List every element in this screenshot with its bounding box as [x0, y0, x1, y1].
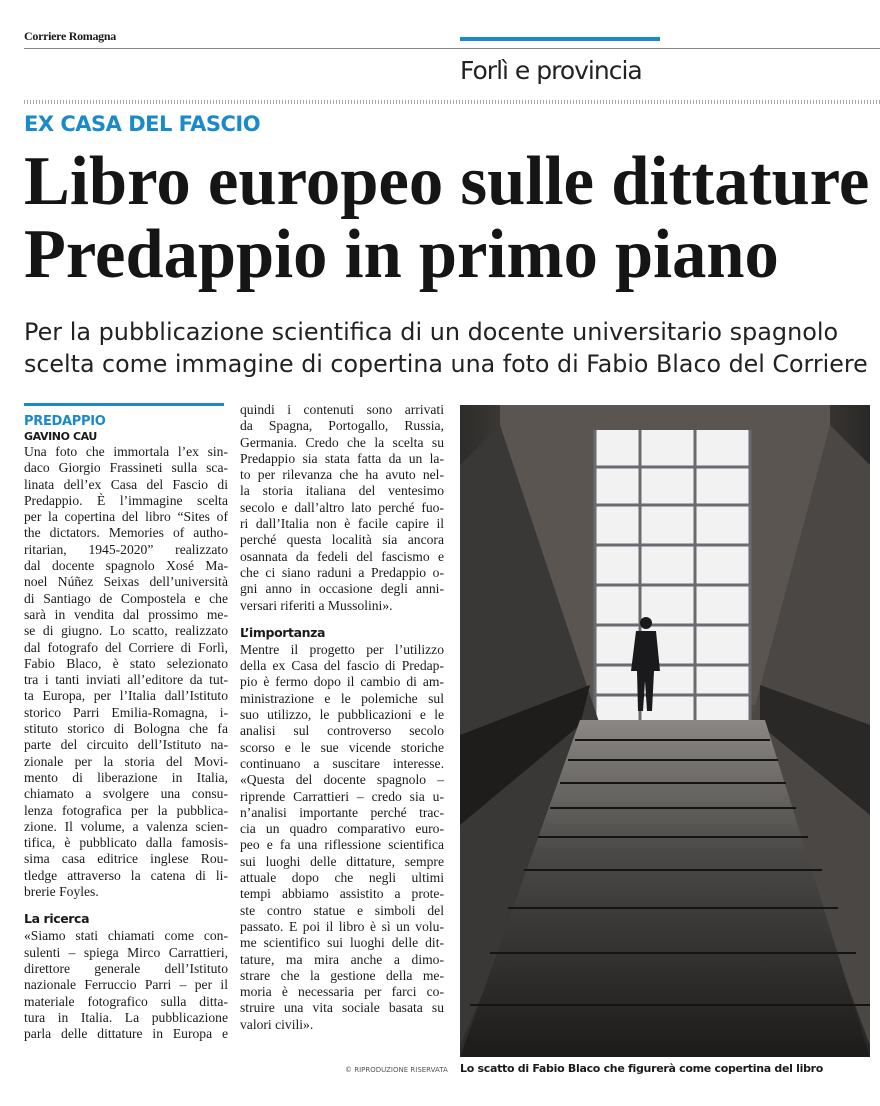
- paragraph: [24, 928, 228, 1042]
- text-line: tifica, è pubblicato dalla famosis-: [24, 835, 228, 851]
- byline-author: GAVINO CAU: [24, 430, 97, 443]
- text-line: to per rilevanza che ha avuto nel-: [240, 467, 444, 483]
- text-line: osannata da fedeli del fascismo e: [240, 548, 444, 564]
- text-line: stituto storico di Bologna che fa: [24, 721, 228, 737]
- text-line: ritarian, 1945-2020” realizzato: [24, 541, 228, 557]
- text-line: sulenti – spiega Mirco Carrattieri,: [24, 944, 228, 960]
- text-line: attuale dopo che negli ultimi: [240, 870, 444, 886]
- text-line: Predappio sia stata fatta da un la-: [240, 450, 444, 466]
- subheading-la-ricerca: La ricerca: [24, 911, 90, 927]
- text-line: struire una vita sociale basata su: [240, 1000, 444, 1016]
- text-line: di Santiago de Compostela e che: [24, 590, 228, 606]
- text-line: daco Giorgio Frassineti sulla sca-: [24, 460, 228, 476]
- text-line: gni anno in occasione degli anni-: [240, 581, 444, 597]
- text-line: della ex Casa del fascio di Predap-: [240, 658, 444, 674]
- text-line: pio è fermo dopo il cambio di am-: [240, 674, 444, 690]
- text-line: linata dell’ex Casa del Fascio di: [24, 476, 228, 492]
- article-column-2: [240, 402, 444, 1033]
- header-divider: [24, 48, 880, 49]
- text-line: suo utilizzo, le pubblicazioni e le: [240, 707, 444, 723]
- text-line: Fabio Blaco, è stato selezionato: [24, 655, 228, 671]
- text-line: peo e fa una riflessione scientifica: [240, 837, 444, 853]
- text-line: Predappio. È l’immagine scelta: [24, 492, 228, 508]
- subheading-importanza: L’importanza: [240, 624, 326, 640]
- text-line: sima casa editrice inglese Rou-: [24, 851, 228, 867]
- text-line: brerie Foyles.: [24, 884, 99, 900]
- text-line: nazionale Ferruccio Parri – per il: [24, 977, 228, 993]
- staircase-photo: [460, 405, 870, 1057]
- text-line: the dictators. Memories of autho-: [24, 525, 228, 541]
- text-line: quindi i contenuti sono arrivati: [240, 402, 444, 417]
- text-line: «Questa del docente spagnolo –: [240, 772, 444, 788]
- text-line: scorso e le sue vicende storiche: [240, 739, 444, 755]
- text-line: ste contro statue e simboli del: [240, 902, 444, 918]
- text-line: passato. E poi il libro è sì un volu-: [240, 918, 444, 934]
- text-line: chiamato a svolgere una consu-: [24, 786, 228, 802]
- text-line: per la copertina del libro “Sites of: [24, 509, 228, 525]
- subtitle-line-2: scelta come immagine di copertina una foto di Fabio Blaco del Corriere: [24, 350, 868, 378]
- photo-caption: Lo scatto di Fabio Blaco che figurerà come copertina del libro: [460, 1062, 824, 1075]
- dotted-divider: [24, 100, 880, 104]
- article-kicker: EX CASA DEL FASCIO: [24, 112, 261, 136]
- text-line: continuano a suscitare interesse.: [240, 755, 444, 771]
- text-line: noel Núñez Seixas dell’università: [24, 574, 228, 590]
- text-line: sarà in vendita dal prossimo me-: [24, 606, 228, 622]
- text-line: tura in Italia. La pubblicazione: [24, 1009, 228, 1025]
- text-line: zione. Il volume, a valenza scien-: [24, 818, 228, 834]
- text-line: secolo e dall’altro lato perché fuo-: [240, 499, 444, 515]
- text-line: parla delle dittature in Europa e: [24, 1026, 228, 1042]
- text-line: strare che la gestione della me-: [240, 967, 444, 983]
- column-accent-rule: [24, 403, 224, 406]
- headline-line-2: Predappio in primo piano: [24, 216, 779, 293]
- article-column-1: [24, 403, 228, 1042]
- text-line: Una foto che immortala l’ex sin-: [24, 444, 228, 459]
- text-line: direttore generale dell’Istituto: [24, 960, 228, 976]
- text-line: cia un quadro comparativo euro-: [240, 821, 444, 837]
- text-line: lenza fotografica per la pubblica-: [24, 802, 228, 818]
- text-line: dal docente spagnolo Xosé Ma-: [24, 558, 228, 574]
- paragraph: [240, 402, 444, 614]
- text-line: tra i tanti inviati all’editore da tut-: [24, 672, 228, 688]
- text-line: tempi abbiamo assistito a prote-: [240, 886, 444, 902]
- text-line: me scientifico sui luoghi delle dit-: [240, 935, 444, 951]
- text-line: ri dall’Italia non è facile capire il: [240, 516, 444, 532]
- text-line: «Siamo stati chiamati come con-: [24, 928, 228, 944]
- text-line: zionale per la storia del Movi-: [24, 753, 228, 769]
- subtitle-line-1: Per la pubblicazione scientifica di un docente universitario spagnolo: [24, 318, 839, 346]
- text-line: tledge attraverso la catena di li-: [24, 867, 228, 883]
- text-line: sui luoghi delle dittature, sempre: [240, 853, 444, 869]
- text-line: se di giugno. Lo scatto, realizzato: [24, 623, 228, 639]
- paragraph: [240, 642, 444, 1033]
- text-line: che ci siano raduni a Predappio o-: [240, 564, 444, 580]
- text-line: dal fotografo del Corriere di Forlì,: [24, 639, 228, 655]
- text-line: perché questa località sia ancora: [240, 532, 444, 548]
- text-line: Mentre il progetto per l’utilizzo: [240, 641, 444, 657]
- section-accent-bar: [460, 37, 660, 41]
- text-line: valori civili».: [240, 1016, 314, 1032]
- text-line: moria è necessaria per farci co-: [240, 984, 444, 1000]
- text-line: storico Parri Emilia-Romagna, i-: [24, 704, 228, 720]
- dateline-location: PREDAPPIO: [24, 414, 106, 429]
- text-line: ministrazione e le polemiche sul: [240, 690, 444, 706]
- text-line: Germania. Credo che la scelta su: [240, 434, 444, 450]
- text-line: da Spagna, Portogallo, Russia,: [240, 418, 444, 434]
- text-line: la storia italiana del ventesimo: [240, 483, 444, 499]
- text-line: analisi sul controverso secolo: [240, 723, 444, 739]
- text-line: riprende Carrattieri – credo sia u-: [240, 788, 444, 804]
- section-title: Forlì e provincia: [460, 56, 642, 85]
- text-line: versari riferiti a Mussolini».: [240, 597, 393, 613]
- copyright-notice: © RIPRODUZIONE RISERVATA: [345, 1066, 448, 1074]
- headline-line-1: Libro europeo sulle dittature: [24, 143, 870, 220]
- paragraph: [24, 444, 228, 900]
- text-line: tature, ma mira anche a dimo-: [240, 951, 444, 967]
- text-line: ta Europa, per l’Italia dall’Istituto: [24, 688, 228, 704]
- text-line: mento di liberazione in Italia,: [24, 769, 228, 785]
- text-line: n’analisi importante perché trac-: [240, 804, 444, 820]
- newspaper-masthead: Corriere Romagna: [24, 29, 116, 43]
- text-line: parte del circuito dell’Istituto na-: [24, 737, 228, 753]
- text-line: materiale fotografico sulla ditta-: [24, 993, 228, 1009]
